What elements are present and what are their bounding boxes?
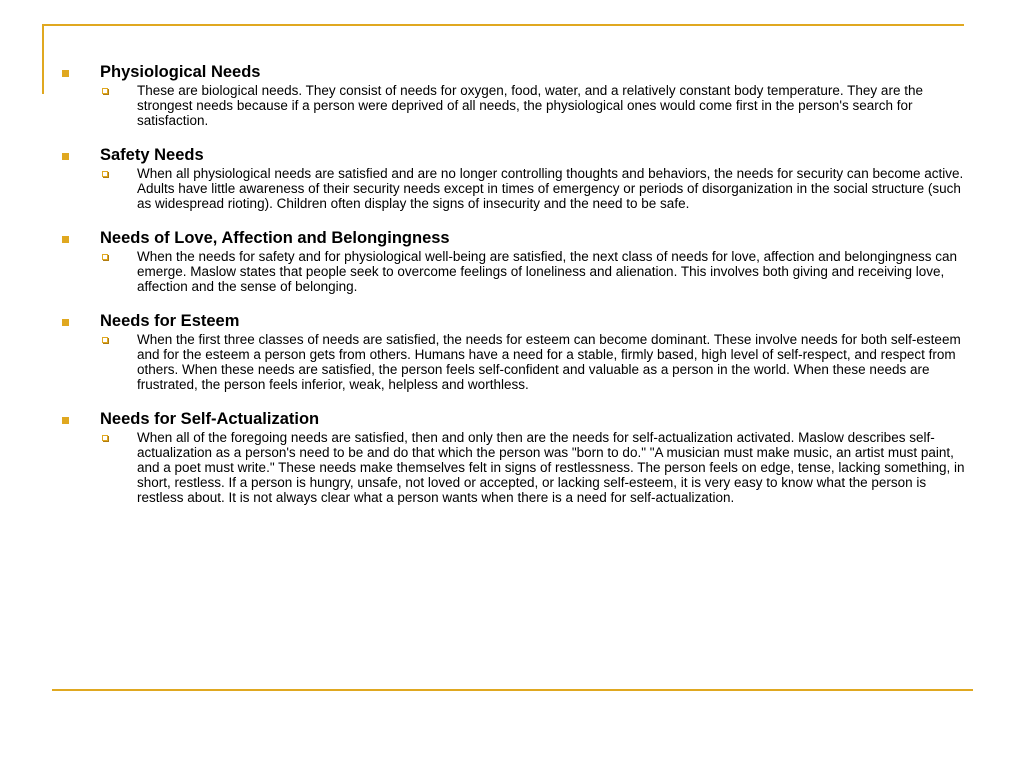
- heading-row: [60, 409, 965, 429]
- section-safety-needs: [60, 145, 965, 211]
- filled-square-bullet-icon: [62, 319, 69, 326]
- section-heading: Needs of Love, Affection and Belongingness: [100, 229, 450, 247]
- bottom-border-line: [52, 689, 973, 691]
- top-border-line: [42, 24, 964, 26]
- section-heading: Needs for Self-Actualization: [100, 410, 320, 428]
- heading-row: [60, 311, 965, 331]
- filled-square-bullet-icon: [62, 236, 69, 243]
- section-heading: Needs for Esteem: [100, 312, 240, 330]
- detail-row: [60, 166, 965, 211]
- section-self-actualization: [60, 409, 965, 505]
- filled-square-bullet-icon: [62, 70, 69, 77]
- heading-row: [60, 145, 965, 165]
- left-border-line: [42, 24, 44, 94]
- checkbox-bullet-icon: [102, 254, 108, 260]
- heading-row: [60, 228, 965, 248]
- section-physiological-needs: [60, 62, 965, 128]
- heading-row: [60, 62, 965, 82]
- filled-square-bullet-icon: [62, 417, 69, 424]
- filled-square-bullet-icon: [62, 153, 69, 160]
- section-esteem-needs: [60, 311, 965, 392]
- checkbox-bullet-icon: [102, 88, 108, 94]
- detail-row: [60, 83, 965, 128]
- section-detail: When the needs for safety and for physiological well-being are satisfied, the next class of needs for love, affection and belongingness can emerge. Maslow states that people seek to overcome feelings of loneliness and alienation. This involves both giving and receiving love, affection and the sense of belonging.: [137, 249, 957, 294]
- detail-row: [60, 249, 965, 294]
- detail-row: [60, 332, 965, 392]
- section-detail: When all physiological needs are satisfied and are no longer controlling thoughts and behaviors, the needs for security can become active. Adults have little awareness of their security needs except in times of emergency or periods of disorganization in the social structure (such as widespread rioting). Children often display the signs of insecurity and the need to be safe.: [137, 166, 964, 211]
- checkbox-bullet-icon: [102, 337, 108, 343]
- bullet-list: [60, 62, 965, 522]
- section-detail: When all of the foregoing needs are satisfied, then and only then are the needs for self-actualization activated. Maslow describes self-actualization as a person's need to be and do that which the person was "born to do." "A musician must make music, an artist must paint, and a poet must write." These needs make themselves felt in signs of restlessness. The person feels on edge, tense, lacking something, in short, restless. If a person is hungry, unsafe, not loved or accepted, or lacking self-esteem, it is very easy to know what the person is restless about. It is not always clear what a person wants when there is a need for self-actualization.: [137, 430, 965, 505]
- detail-row: [60, 430, 965, 505]
- section-heading: Safety Needs: [100, 146, 204, 164]
- section-detail: These are biological needs. They consist of needs for oxygen, food, water, and a relatively constant body temperature. They are the strongest needs because if a person were deprived of all needs, the physiological ones would come first in the person's search for satisfaction.: [137, 83, 923, 128]
- checkbox-bullet-icon: [102, 435, 108, 441]
- checkbox-bullet-icon: [102, 171, 108, 177]
- section-detail: When the first three classes of needs are satisfied, the needs for esteem can become dominant. These involve needs for both self-esteem and for the esteem a person gets from others. Humans have a need for a stable, firmly based, high level of self-respect, and respect from others. When these needs are satisfied, the person feels self-confident and valuable as a person in the world. When these needs are frustrated, the person feels inferior, weak, helpless and worthless.: [137, 332, 961, 392]
- section-heading: Physiological Needs: [100, 63, 261, 81]
- section-love-needs: [60, 228, 965, 294]
